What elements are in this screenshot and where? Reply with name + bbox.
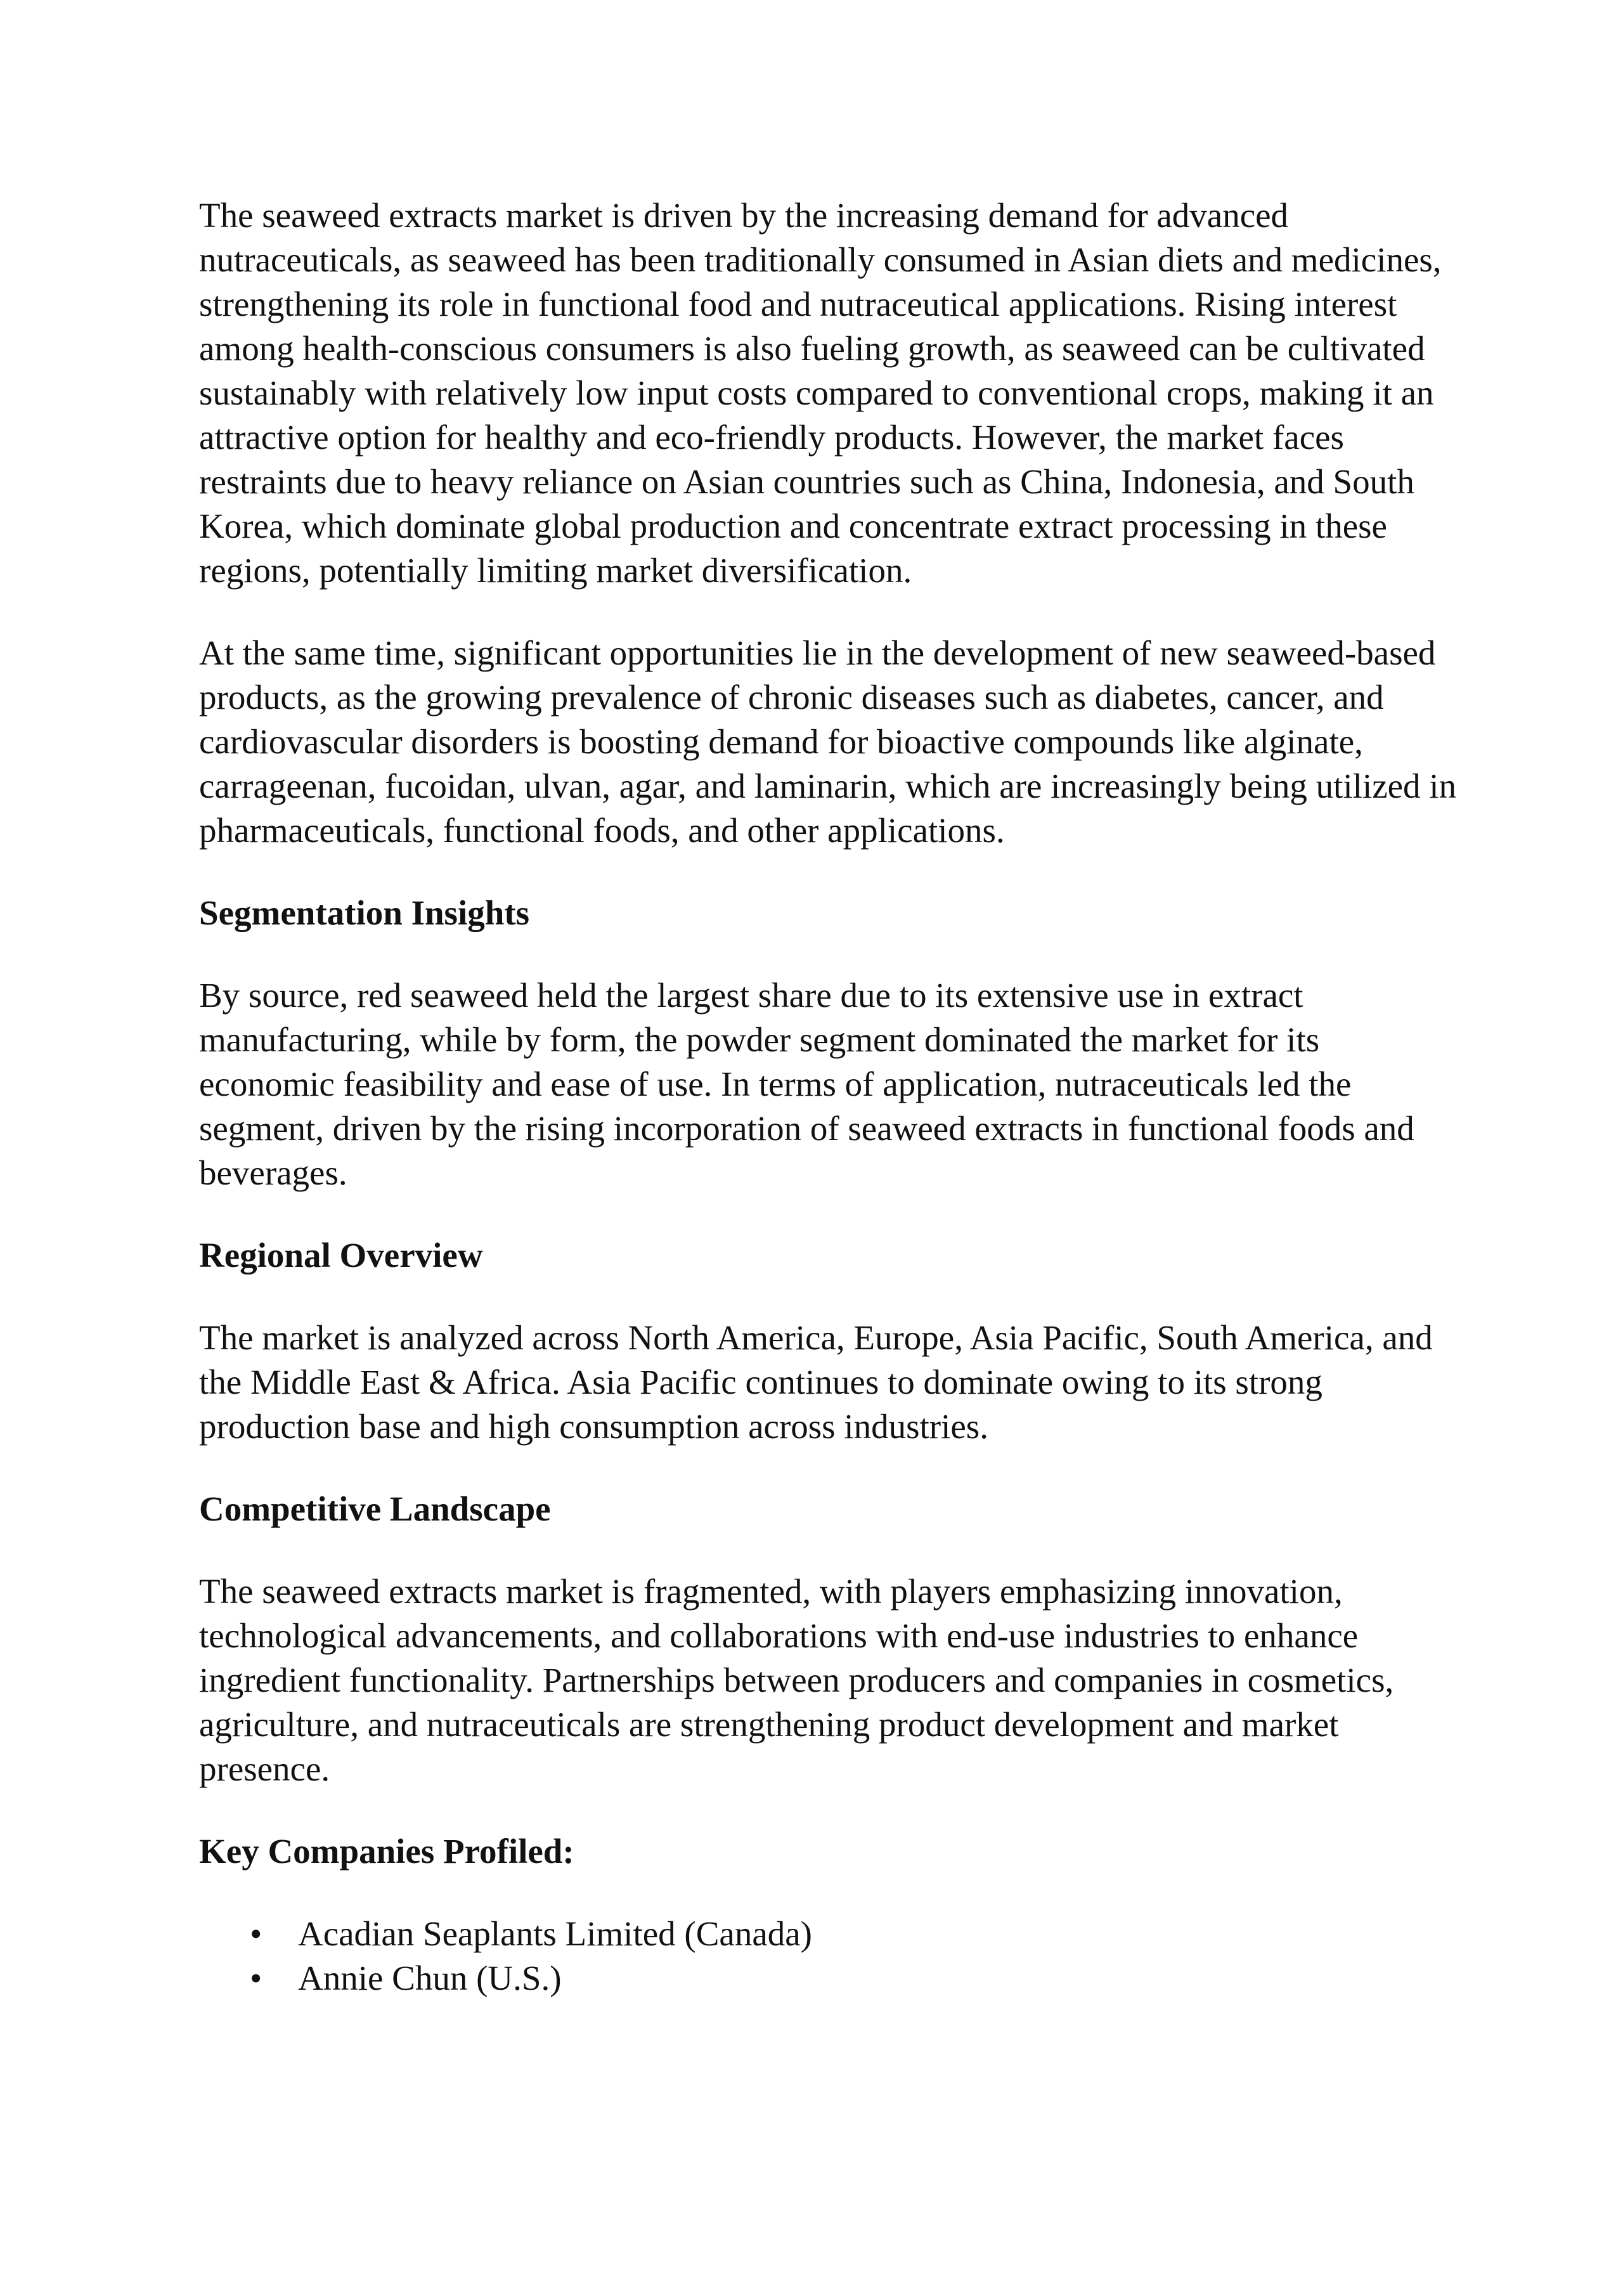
bullet-icon: • — [250, 1959, 262, 1997]
company-name: Acadian Seaplants Limited (Canada) — [298, 1914, 812, 1953]
list-item — [199, 1956, 1461, 2001]
segmentation-paragraph: By source, red seaweed held the largest share due to its extensive use in extract manufacturing, while by form, the powder segment dominated the market for its economic feasibility and ease of use. In terms of application, nutraceuticals led the segment, driven by the rising incorporation of seaweed extracts in functional foods and beverages. — [199, 976, 1414, 1192]
list-item — [199, 1912, 1461, 1956]
regional-heading: Regional Overview — [199, 1236, 483, 1274]
company-name: Annie Chun (U.S.) — [298, 1959, 562, 1997]
segmentation-heading: Segmentation Insights — [199, 893, 530, 932]
document-page — [199, 193, 1461, 2001]
intro-paragraph-1: The seaweed extracts market is driven by the increasing demand for advanced nutraceuticals, as seaweed has been traditionally consumed in Asian diets and medicines, strengthening its role in functional food and nutraceutical applications. Rising interest among health-conscious consumers is also fueling growth, as seaweed can be cultivated sustainably with relatively low input costs compared to conventional crops, making it an attractive option for healthy and eco-friendly products. However, the market faces restraints due to heavy reliance on Asian countries such as China, Indonesia, and South Korea, which dominate global production and concentrate extract processing in these regions, potentially limiting market diversification. — [199, 196, 1442, 590]
competitive-heading: Competitive Landscape — [199, 1489, 551, 1528]
bullet-icon: • — [250, 1914, 262, 1953]
companies-heading: Key Companies Profiled: — [199, 1832, 574, 1871]
regional-paragraph: The market is analyzed across North America, Europe, Asia Pacific, South America, and the Middle East & Africa. Asia Pacific continues to dominate owing to its strong production base and high consumption across industries. — [199, 1318, 1433, 1446]
companies-list — [199, 1912, 1461, 2001]
competitive-paragraph: The seaweed extracts market is fragmented, with players emphasizing innovation, technological advancements, and collaborations with end-use industries to enhance ingredient functionality. Partnerships between producers and companies in cosmetics, agriculture, and nutraceuticals are strengthening product development and market presence. — [199, 1572, 1394, 1788]
intro-paragraph-2: At the same time, significant opportunities lie in the development of new seaweed-based products, as the growing prevalence of chronic diseases such as diabetes, cancer, and cardiovascular disorders is boosting demand for bioactive compounds like alginate, carrageenan, fucoidan, ulvan, agar, and laminarin, which are increasingly being utilized in pharmaceuticals, functional foods, and other applications. — [199, 633, 1457, 850]
